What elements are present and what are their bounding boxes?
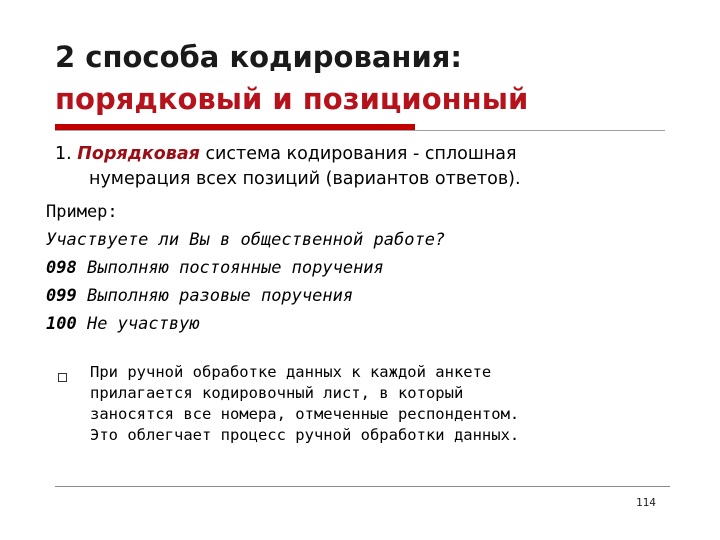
note-line: прилагается кодировочный лист, в который (90, 384, 464, 402)
title-line-1: 2 способа кодирования: (55, 40, 462, 74)
point-1-text-line-2: нумерация всех позиций (вариантов ответов). (89, 169, 521, 189)
note-line: заносятся все номера, отмеченные респондентом. (90, 405, 520, 423)
example-option (46, 282, 686, 310)
point-1 (55, 142, 695, 192)
note-paragraph (90, 362, 690, 446)
option-code: 099 (46, 286, 77, 306)
option-text: Выполняю разовые поручения (86, 286, 354, 306)
point-1-text: система кодирования - сплошная (199, 144, 517, 164)
point-1-emphasis: Порядковая (77, 144, 200, 164)
example-option (46, 310, 686, 338)
example-label: Пример: (46, 202, 118, 222)
option-code: 098 (46, 258, 77, 278)
option-text: Выполняю постоянные поручения (86, 258, 384, 278)
example-question: Участвуете ли Вы в общественной работе? (46, 230, 446, 250)
option-text: Не участвую (86, 314, 200, 334)
page-number: 114 (636, 496, 656, 509)
footer-divider (55, 486, 670, 487)
title-line-2: порядковый и позиционный (55, 82, 529, 116)
slide-title (55, 36, 528, 120)
square-bullet-icon (58, 373, 67, 382)
point-1-number: 1. (55, 144, 72, 164)
example-option (46, 254, 686, 282)
example-block (46, 198, 686, 338)
title-divider (55, 130, 665, 131)
option-code: 100 (46, 314, 77, 334)
note-line: При ручной обработке данных к каждой анкете (90, 363, 492, 381)
note-line: Это облегчает процесс ручной обработки данных. (90, 426, 520, 444)
